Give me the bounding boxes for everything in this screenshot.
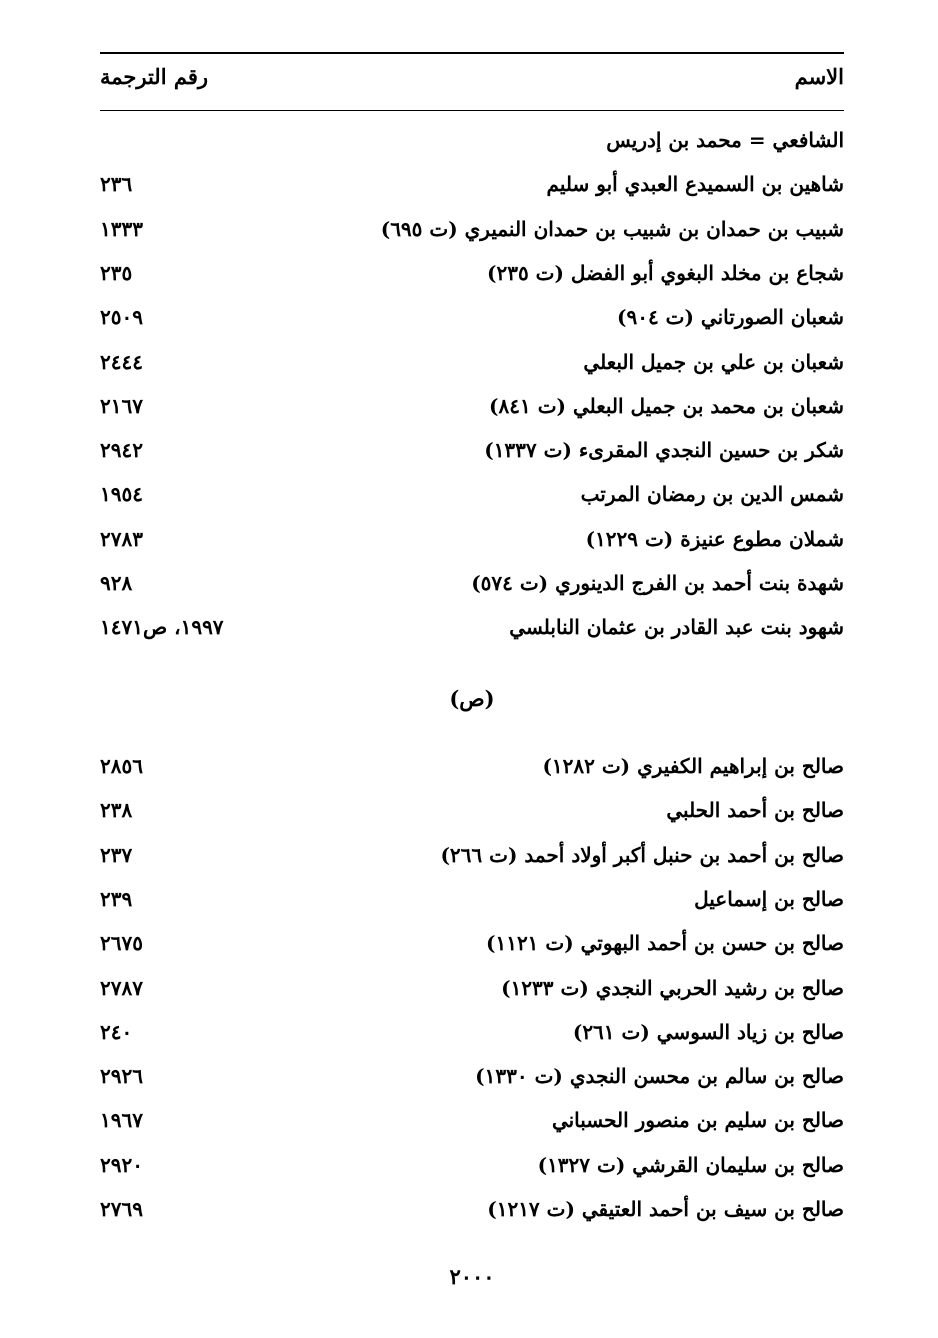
- index-entry: [100, 1197, 844, 1241]
- entry-name: صالح بن سالم بن محسن النجدي (ت ١٣٣٠): [475, 1064, 844, 1089]
- entry-name: شعبان الصورتاني (ت ٩٠٤): [617, 305, 844, 330]
- entry-number: ٢٣٨: [100, 798, 133, 823]
- entry-name: شاهين بن السميدع العبدي أبو سليم: [546, 172, 844, 197]
- entry-name: صالح بن سليم بن منصور الحسباني: [551, 1108, 844, 1133]
- number-column-label: رقم الترجمة: [100, 64, 209, 89]
- entry-name: صالح بن إسماعيل: [694, 886, 844, 911]
- index-entry: [100, 976, 844, 1020]
- entry-name: صالح بن رشيد الحربي النجدي (ت ١٢٣٣): [501, 975, 844, 1000]
- entry-name: صالح بن سليمان القرشي (ت ١٣٢٧): [537, 1152, 844, 1177]
- entry-name: صالح بن أحمد الحلبي: [666, 798, 844, 823]
- entry-number: ٢٩٢٦: [100, 1064, 143, 1089]
- entry-number: ٢٧٦٩: [100, 1197, 143, 1221]
- entry-name: شمس الدين بن رمضان المرتب: [580, 482, 844, 507]
- entry-name: صالح بن سيف بن أحمد العتيقي (ت ١٢١٧): [487, 1197, 844, 1221]
- entry-number: ١٣٣٣: [100, 216, 143, 241]
- entry-name: صالح بن أحمد بن حنبل أكبر أولاد أحمد (ت ٢٦٦): [440, 842, 844, 867]
- index-entry: [100, 1108, 844, 1152]
- entry-name: صالح بن زياد السوسي (ت ٢٦١): [572, 1019, 844, 1044]
- index-entry: [100, 754, 844, 798]
- index-entry: [100, 887, 844, 931]
- entry-name: شكر بن حسين النجدي المقرىء (ت ١٣٣٧): [484, 438, 844, 463]
- entry-number: ٩٢٨: [100, 571, 133, 595]
- entry-name: شجاع بن مخلد البغوي أبو الفضل (ت ٢٣٥): [487, 260, 844, 285]
- entry-number: ٢٦٧٥: [100, 931, 143, 956]
- entry-number: ٢٣٩: [100, 886, 133, 911]
- entry-number: ٢٩٤٢: [100, 438, 143, 463]
- entry-number: ٢١٦٧: [100, 393, 143, 418]
- entry-name: شملان مطوع عنيزة (ت ١٢٢٩): [585, 526, 844, 551]
- index-entry: [100, 931, 844, 975]
- entry-name: صالح بن حسن بن أحمد البهوتي (ت ١١٢١): [485, 931, 844, 956]
- page-number: ٢٠٠٠: [449, 1264, 495, 1289]
- entry-name: الشافعي = محمد بن إدريس: [606, 128, 844, 152]
- entry-name: شعبان بن علي بن جميل البعلي: [583, 349, 844, 374]
- name-column-label: الاسم: [794, 64, 844, 89]
- entry-number: ٢٣٥: [100, 260, 133, 285]
- entry-number: ٢٤٤٤: [100, 349, 143, 374]
- index-entry: [100, 1020, 844, 1064]
- entry-number: ١٩٩٧، ص١٤٧١: [100, 615, 224, 640]
- index-entry: [100, 1064, 844, 1108]
- entry-name: شبيب بن حمدان بن شبيب بن حمدان النميري (ت ٦٩٥): [380, 216, 844, 241]
- entry-name: شهدة بنت أحمد بن الفرج الدينوري (ت ٥٧٤): [471, 571, 844, 595]
- entry-number: ٢٣٧: [100, 842, 133, 867]
- entry-name: شعبان بن محمد بن جميل البعلي (ت ٨٤١): [489, 393, 844, 418]
- entry-number: ٢٥٠٩: [100, 305, 143, 330]
- index-entry: [100, 798, 844, 842]
- entry-number: ٢٧٨٣: [100, 526, 143, 551]
- index-entry: [100, 1153, 844, 1197]
- entry-number: ١٩٥٤: [100, 482, 143, 507]
- index-entry: [100, 843, 844, 887]
- entry-list-bottom: [100, 0, 844, 1338]
- entry-name: شهود بنت عبد القادر بن عثمان النابلسي: [509, 615, 844, 640]
- entry-number: ١٩٦٧: [100, 1108, 143, 1133]
- entry-number: ٢٨٥٦: [100, 754, 143, 778]
- entry-number: ٢٣٦: [100, 172, 133, 197]
- entry-name: صالح بن إبراهيم الكفيري (ت ١٢٨٢): [542, 754, 844, 778]
- entry-number: ٢٩٢٠: [100, 1152, 143, 1177]
- entry-number: ٢٤٠: [100, 1019, 133, 1044]
- section-heading: (ص): [449, 686, 495, 711]
- entry-number: ٢٧٨٧: [100, 975, 143, 1000]
